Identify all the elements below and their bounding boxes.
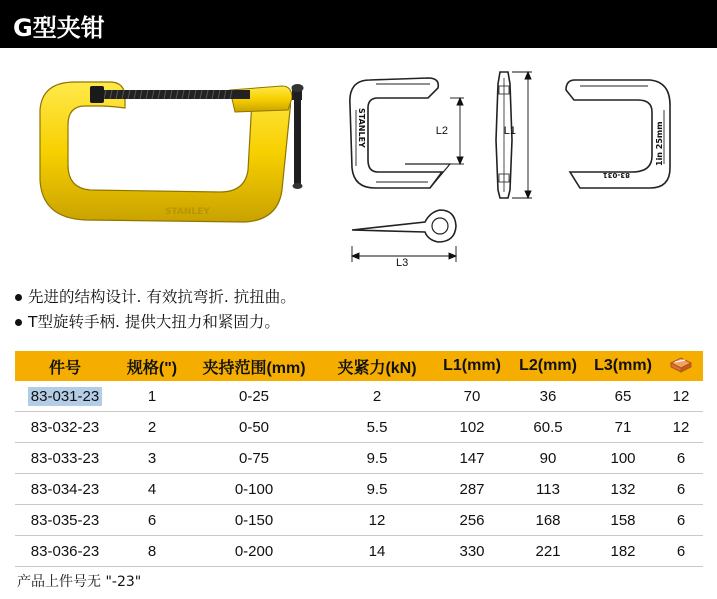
drawing-brand: STANLEY <box>357 108 366 148</box>
footnote: 产品上件号无 "-23" <box>17 574 142 590</box>
table-cell: 71 <box>587 412 659 443</box>
table-cell: 6 <box>659 505 703 536</box>
table-cell: 6 <box>659 474 703 505</box>
table-cell: 6 <box>659 536 703 567</box>
table-cell: 0-200 <box>189 536 319 567</box>
table-cell: 3 <box>115 443 189 474</box>
table-cell: 287 <box>435 474 509 505</box>
table-cell: 2 <box>115 412 189 443</box>
column-header: L2(mm) <box>509 351 587 381</box>
table-row <box>15 381 703 412</box>
part-number-cell[interactable] <box>15 381 115 412</box>
table-cell: 147 <box>435 443 509 474</box>
table-cell: 9.5 <box>319 474 435 505</box>
feature-item <box>15 285 296 310</box>
table-cell: 2 <box>319 381 435 412</box>
table-cell: 168 <box>509 505 587 536</box>
table-cell: 182 <box>587 536 659 567</box>
table-cell: 8 <box>115 536 189 567</box>
part-number-cell[interactable]: 83-033-23 <box>15 443 115 474</box>
table-cell: 65 <box>587 381 659 412</box>
feature-text: 先进的结构设计. 有效抗弯折. 抗扭曲。 <box>28 288 296 306</box>
package-quantity-header <box>659 351 703 381</box>
column-header: L3(mm) <box>587 351 659 381</box>
clamp-brand-emboss: STANLEY <box>165 207 210 217</box>
table-cell: 12 <box>319 505 435 536</box>
table-cell: 0-25 <box>189 381 319 412</box>
table-cell: 9.5 <box>319 443 435 474</box>
feature-list <box>15 285 296 335</box>
column-header: 规格(") <box>115 351 189 381</box>
table-cell: 14 <box>319 536 435 567</box>
table-cell: 113 <box>509 474 587 505</box>
column-header: 夹持范围(mm) <box>189 351 319 381</box>
table-cell: 6 <box>115 505 189 536</box>
table-cell: 0-150 <box>189 505 319 536</box>
table-cell: 158 <box>587 505 659 536</box>
feature-text: T型旋转手柄. 提供大扭力和紧固力。 <box>28 313 280 331</box>
table-cell: 70 <box>435 381 509 412</box>
page-title: G型夹钳 <box>13 14 105 42</box>
g-clamp-photo <box>30 70 320 230</box>
table-cell: 256 <box>435 505 509 536</box>
table-row <box>15 505 703 536</box>
table-cell: 221 <box>509 536 587 567</box>
table-cell: 60.5 <box>509 412 587 443</box>
table-cell: 330 <box>435 536 509 567</box>
part-number-cell[interactable]: 83-035-23 <box>15 505 115 536</box>
table-cell: 90 <box>509 443 587 474</box>
table-cell: 5.5 <box>319 412 435 443</box>
table-cell: 6 <box>659 443 703 474</box>
part-number-cell[interactable]: 83-034-23 <box>15 474 115 505</box>
column-header: 件号 <box>15 351 115 381</box>
part-number-cell[interactable]: 83-036-23 <box>15 536 115 567</box>
table-header-row <box>15 351 703 381</box>
bullet-icon <box>15 319 22 326</box>
table-row <box>15 536 703 567</box>
part-number-cell[interactable]: 83-032-23 <box>15 412 115 443</box>
column-header: 夹紧力(kN) <box>319 351 435 381</box>
table-cell: 0-50 <box>189 412 319 443</box>
table-cell: 1 <box>115 381 189 412</box>
column-header: L1(mm) <box>435 351 509 381</box>
table-cell: 0-75 <box>189 443 319 474</box>
table-row <box>15 474 703 505</box>
table-cell: 4 <box>115 474 189 505</box>
selected-part-number[interactable]: 83-031-23 <box>28 387 102 406</box>
drawing-size: 1in 25mm <box>655 121 664 166</box>
dimension-drawing <box>330 60 710 270</box>
drawing-part-number: 83-031 <box>602 171 630 179</box>
table-cell: 12 <box>659 381 703 412</box>
table-cell: 36 <box>509 381 587 412</box>
label-l1: L1 <box>503 125 516 137</box>
label-l3: L3 <box>396 257 409 269</box>
table-row <box>15 443 703 474</box>
table-cell: 102 <box>435 412 509 443</box>
table-cell: 132 <box>587 474 659 505</box>
table-row <box>15 412 703 443</box>
table-cell: 100 <box>587 443 659 474</box>
feature-item <box>15 310 296 335</box>
package-icon <box>669 355 693 373</box>
table-cell: 0-100 <box>189 474 319 505</box>
label-l2: L2 <box>435 125 448 137</box>
spec-table <box>15 351 703 567</box>
table-cell: 12 <box>659 412 703 443</box>
title-bar <box>0 0 717 48</box>
bullet-icon <box>15 294 22 301</box>
